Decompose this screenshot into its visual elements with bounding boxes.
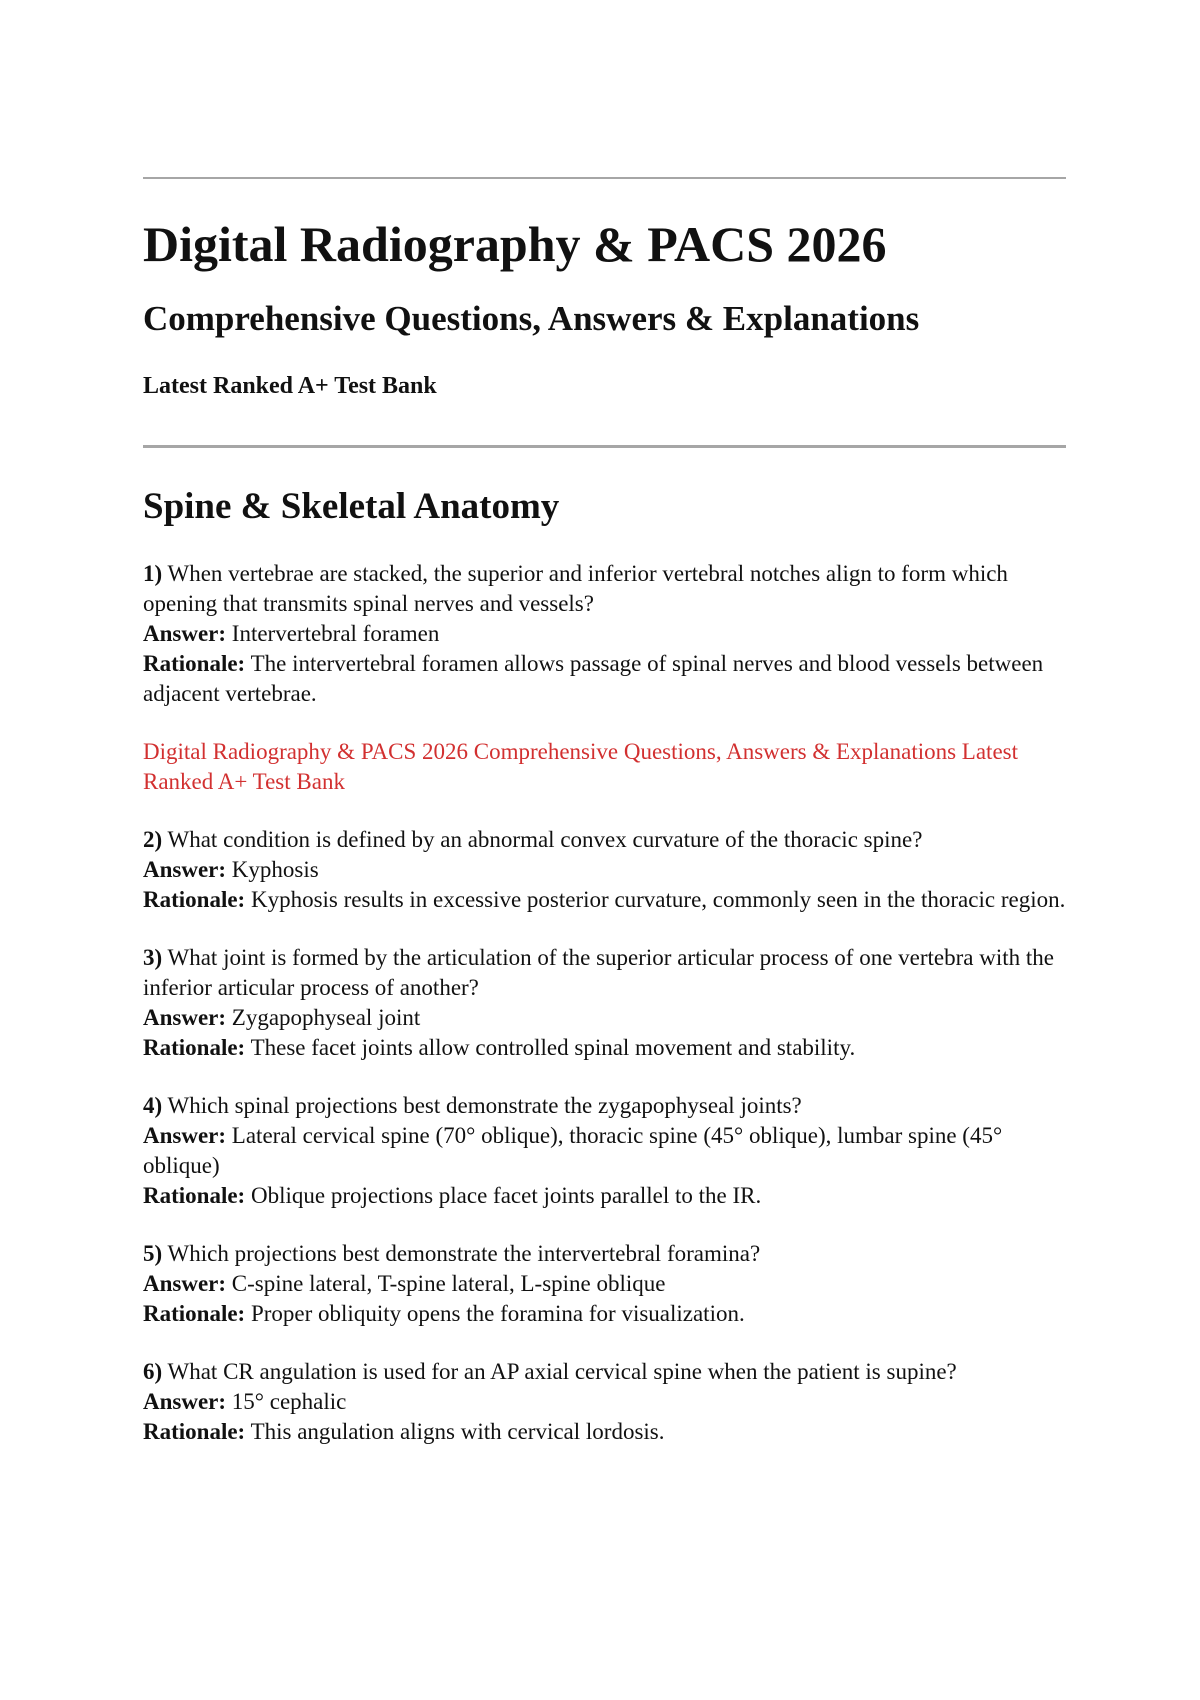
question-block	[143, 943, 1066, 1063]
answer-value: Intervertebral foramen	[231, 621, 440, 647]
rationale-label: Rationale:	[143, 1419, 246, 1445]
rationale-value: The intervertebral foramen allows passage of spinal nerves and blood vessels between adjacent vertebrae.	[143, 651, 1044, 707]
rationale-value: Kyphosis results in excessive posterior curvature, commonly seen in the thoracic region.	[250, 887, 1066, 913]
question-body: Which spinal projections best demonstrate the zygapophyseal joints?	[167, 1093, 802, 1119]
question-block	[143, 559, 1066, 709]
answer-value: C-spine lateral, T-spine lateral, L-spine oblique	[231, 1271, 666, 1297]
question-text	[143, 1091, 1066, 1121]
answer-line	[143, 1003, 1066, 1033]
question-body: What condition is defined by an abnormal convex curvature of the thoracic spine?	[167, 827, 923, 853]
answer-value: Zygapophyseal joint	[231, 1005, 421, 1031]
rationale-label: Rationale:	[143, 1035, 246, 1061]
question-body: When vertebrae are stacked, the superior and inferior vertebral notches align to form which opening that transmits spinal nerves and vessels?	[143, 561, 1008, 617]
rationale-line	[143, 1033, 1066, 1063]
watermark-text: Digital Radiography & PACS 2026 Comprehensive Questions, Answers & Explanations Latest Ranked A+ Test Bank	[143, 739, 1018, 795]
question-body: What joint is formed by the articulation of the superior articular process of one vertebra with the inferior articular process of another?	[143, 945, 1054, 1001]
question-number: 3)	[143, 945, 163, 971]
question-number: 4)	[143, 1093, 163, 1119]
rationale-label: Rationale:	[143, 887, 246, 913]
question-number: 2)	[143, 827, 163, 853]
question-text	[143, 1357, 1066, 1387]
question-block	[143, 1357, 1066, 1447]
question-text	[143, 559, 1066, 619]
answer-value: Lateral cervical spine (70° oblique), thoracic spine (45° oblique), lumbar spine (45° oblique)	[143, 1123, 1003, 1179]
answer-label: Answer:	[143, 1389, 227, 1415]
question-block	[143, 1239, 1066, 1329]
rationale-line	[143, 649, 1066, 709]
question-block	[143, 1091, 1066, 1211]
answer-line	[143, 1269, 1066, 1299]
section-divider	[143, 445, 1066, 448]
rationale-line	[143, 1299, 1066, 1329]
rationale-value: Oblique projections place facet joints parallel to the IR.	[250, 1183, 762, 1209]
document-page	[143, 0, 1066, 1447]
answer-line	[143, 1387, 1066, 1417]
question-text	[143, 825, 1066, 855]
rationale-value: This angulation aligns with cervical lordosis.	[250, 1419, 665, 1445]
question-number: 5)	[143, 1241, 163, 1267]
question-body: Which projections best demonstrate the intervertebral foramina?	[167, 1241, 761, 1267]
question-body: What CR angulation is used for an AP axial cervical spine when the patient is supine?	[167, 1359, 957, 1385]
rationale-line	[143, 1181, 1066, 1211]
answer-value: Kyphosis	[231, 857, 319, 883]
question-number: 6)	[143, 1359, 163, 1385]
answer-label: Answer:	[143, 857, 227, 883]
rationale-value: These facet joints allow controlled spinal movement and stability.	[250, 1035, 856, 1061]
rationale-label: Rationale:	[143, 1183, 246, 1209]
section-heading: Spine & Skeletal Anatomy	[143, 485, 560, 527]
rationale-line	[143, 885, 1066, 915]
top-divider	[143, 177, 1066, 179]
rationale-value: Proper obliquity opens the foramina for visualization.	[250, 1301, 745, 1327]
answer-value: 15° cephalic	[231, 1389, 347, 1415]
question-block	[143, 825, 1066, 915]
rationale-label: Rationale:	[143, 1301, 246, 1327]
answer-label: Answer:	[143, 1005, 227, 1031]
question-text	[143, 1239, 1066, 1269]
answer-label: Answer:	[143, 621, 227, 647]
document-subtitle: Comprehensive Questions, Answers & Explanations	[143, 299, 920, 338]
answer-line	[143, 619, 1066, 649]
rationale-label: Rationale:	[143, 651, 246, 677]
answer-label: Answer:	[143, 1123, 227, 1149]
question-number: 1)	[143, 561, 163, 587]
document-tagline: Latest Ranked A+ Test Bank	[143, 373, 437, 399]
document-title: Digital Radiography & PACS 2026	[143, 216, 887, 272]
answer-line	[143, 1121, 1066, 1181]
rationale-line	[143, 1417, 1066, 1447]
answer-label: Answer:	[143, 1271, 227, 1297]
question-text	[143, 943, 1066, 1003]
answer-line	[143, 855, 1066, 885]
